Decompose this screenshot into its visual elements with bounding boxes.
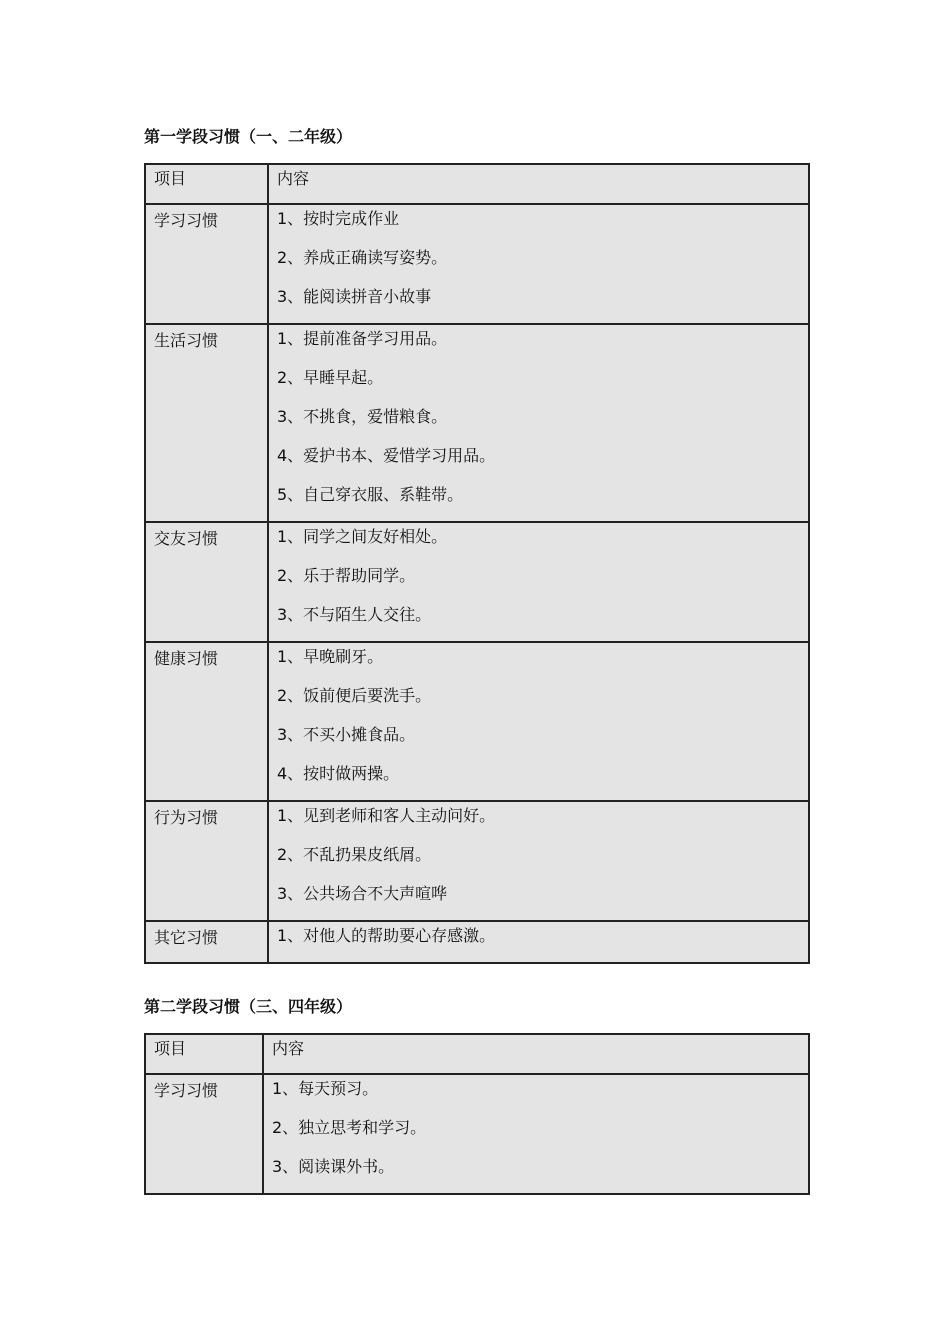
category-label: 交友习惯 bbox=[154, 529, 219, 548]
list-item: 4、按时做两操。 bbox=[277, 764, 400, 783]
list-item: 2、不乱扔果皮纸屑。 bbox=[277, 845, 432, 864]
list-item: 1、同学之间友好相处。 bbox=[277, 527, 448, 546]
list-item: 3、不买小摊食品。 bbox=[277, 725, 416, 744]
list-item: 2、独立思考和学习。 bbox=[272, 1118, 427, 1137]
table-row bbox=[145, 204, 809, 324]
list-item: 2、养成正确读写姿势。 bbox=[277, 248, 448, 267]
category-label: 其它习惯 bbox=[154, 928, 219, 947]
list-item: 1、早晚刷牙。 bbox=[277, 647, 384, 666]
habit-list bbox=[269, 922, 808, 962]
section1-title: 第一学段习惯（一、二年级） bbox=[144, 127, 353, 146]
list-item: 1、见到老师和客人主动问好。 bbox=[277, 806, 496, 825]
list-item: 2、早睡早起。 bbox=[277, 368, 384, 387]
table-row bbox=[145, 522, 809, 642]
section2-table bbox=[144, 1033, 810, 1195]
habit-list bbox=[269, 802, 808, 920]
section1-table bbox=[144, 163, 810, 964]
table-header-row bbox=[145, 1034, 809, 1074]
list-item: 3、不挑食，爱惜粮食。 bbox=[277, 407, 448, 426]
header-cell-item: 项目 bbox=[145, 1034, 263, 1074]
content-cell bbox=[268, 801, 809, 921]
habit-list bbox=[269, 205, 808, 323]
category-label: 生活习惯 bbox=[154, 331, 219, 350]
category-cell bbox=[145, 204, 268, 324]
header-cell-item: 项目 bbox=[145, 164, 268, 204]
category-label: 学习习惯 bbox=[154, 211, 219, 230]
table-row bbox=[145, 642, 809, 801]
header-cell-content: 内容 bbox=[268, 164, 809, 204]
content-cell bbox=[268, 324, 809, 522]
content-cell bbox=[268, 522, 809, 642]
table-row bbox=[145, 801, 809, 921]
list-item: 3、阅读课外书。 bbox=[272, 1157, 395, 1176]
category-label: 学习习惯 bbox=[154, 1081, 219, 1100]
category-label: 健康习惯 bbox=[154, 649, 219, 668]
list-item: 1、提前准备学习用品。 bbox=[277, 329, 448, 348]
category-cell bbox=[145, 1074, 263, 1194]
habit-list bbox=[269, 325, 808, 521]
content-cell bbox=[263, 1074, 809, 1194]
table-row bbox=[145, 324, 809, 522]
habit-list bbox=[269, 523, 808, 641]
content-cell bbox=[268, 921, 809, 963]
header-cell-content: 内容 bbox=[263, 1034, 809, 1074]
category-cell bbox=[145, 801, 268, 921]
list-item: 2、乐于帮助同学。 bbox=[277, 566, 416, 585]
list-item: 2、饭前便后要洗手。 bbox=[277, 686, 432, 705]
list-item: 5、自己穿衣服、系鞋带。 bbox=[277, 485, 464, 504]
habit-list bbox=[264, 1075, 808, 1193]
habit-list bbox=[269, 643, 808, 800]
content-cell bbox=[268, 204, 809, 324]
section2-title: 第二学段习惯（三、四年级） bbox=[144, 997, 353, 1016]
list-item: 1、对他人的帮助要心存感激。 bbox=[277, 926, 496, 945]
category-cell bbox=[145, 642, 268, 801]
list-item: 3、能阅读拼音小故事 bbox=[277, 287, 432, 306]
table-row bbox=[145, 921, 809, 963]
category-cell bbox=[145, 324, 268, 522]
list-item: 4、爱护书本、爱惜学习用品。 bbox=[277, 446, 496, 465]
category-cell bbox=[145, 921, 268, 963]
category-cell bbox=[145, 522, 268, 642]
list-item: 1、每天预习。 bbox=[272, 1079, 379, 1098]
table-row bbox=[145, 1074, 809, 1194]
list-item: 1、按时完成作业 bbox=[277, 209, 400, 228]
list-item: 3、公共场合不大声喧哗 bbox=[277, 884, 448, 903]
content-cell bbox=[268, 642, 809, 801]
list-item: 3、不与陌生人交往。 bbox=[277, 605, 432, 624]
category-label: 行为习惯 bbox=[154, 808, 219, 827]
table-header-row bbox=[145, 164, 809, 204]
